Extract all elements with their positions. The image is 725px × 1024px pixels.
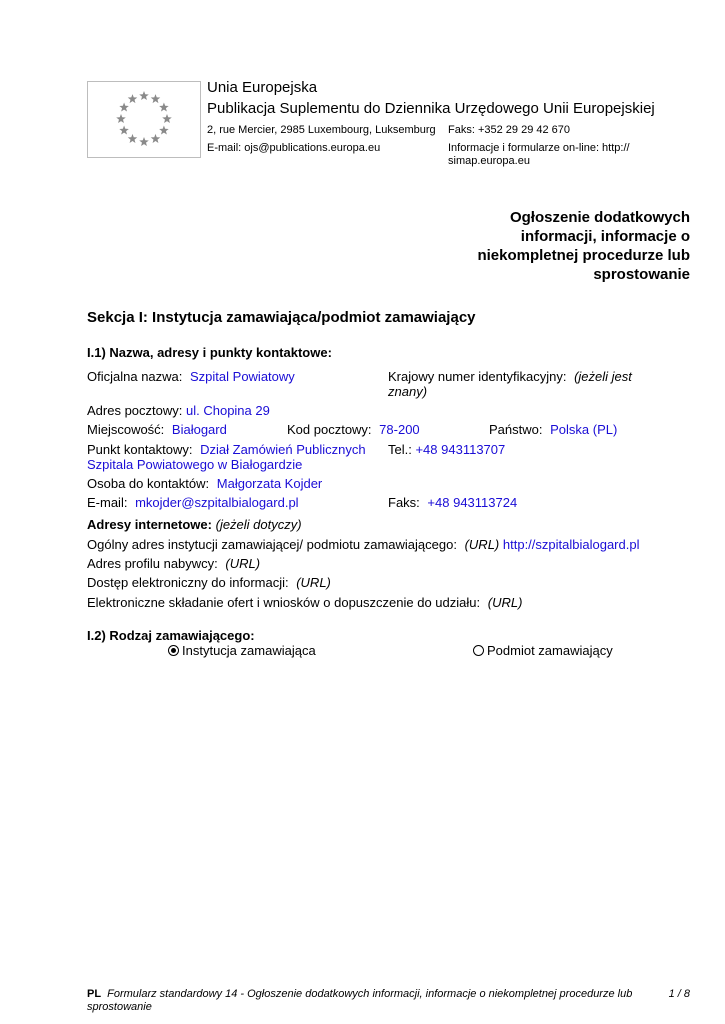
contact-point-value: Dział Zamówień Publicznych — [200, 442, 366, 457]
person-label: Osoba do kontaktów: — [87, 476, 210, 491]
national-id-note: (jeżeli jest — [574, 369, 632, 384]
star-icon — [162, 114, 172, 123]
option-contracting-authority-label: Instytucja zamawiająca — [182, 643, 316, 658]
internet-label: Adresy internetowe: — [87, 517, 212, 532]
buyer-profile-label: Adres profilu nabywcy: — [87, 556, 218, 571]
url-tag: (URL) — [487, 595, 523, 610]
radio-selected-icon[interactable] — [168, 645, 179, 656]
email-label: E-mail: — [87, 495, 128, 510]
city-label: Miejscowość: — [87, 422, 165, 437]
email-value[interactable]: mkojder@szpitalbialogard.pl — [135, 495, 299, 510]
phone-value: +48 943113707 — [415, 442, 506, 457]
electronic-submission-label: Elektroniczne składanie ofert i wniosków o dopuszczenie do udziału: — [87, 595, 481, 610]
contact-point-value-2: Szpitala Powiatowego w Białogardzie — [87, 457, 303, 472]
official-name-value: Szpital Powiatowy — [190, 369, 295, 384]
national-id-row — [388, 369, 632, 384]
footer-lang: PL — [87, 988, 102, 1000]
header-email: E-mail: ojs@publications.europa.eu — [207, 142, 381, 154]
star-icon — [116, 114, 126, 123]
electronic-access-label: Dostęp elektroniczny do informacji: — [87, 575, 289, 590]
person-value: Małgorzata Kojder — [216, 476, 323, 491]
electronic-submission-row — [87, 595, 522, 610]
url-tag: (URL) — [296, 575, 331, 590]
star-icon — [151, 94, 161, 103]
eu-flag-logo — [87, 81, 201, 158]
country-label: Państwo: — [489, 422, 543, 437]
star-icon — [128, 134, 138, 143]
star-icon — [119, 103, 129, 112]
header-info-line1: Informacje i formularze on-line: http:// — [448, 142, 630, 154]
phone-row — [388, 442, 505, 457]
document-title-line1: Ogłoszenie dodatkowych — [509, 209, 690, 226]
star-icon — [128, 94, 138, 103]
star-icon — [139, 91, 149, 100]
zip-value: 78-200 — [379, 422, 420, 437]
star-icon — [159, 126, 169, 135]
internet-row — [87, 517, 302, 532]
postal-label: Adres pocztowy: — [87, 403, 183, 418]
contact-point-label: Punkt kontaktowy: — [87, 442, 193, 457]
city-value: Białogard — [171, 422, 227, 437]
option-contracting-authority[interactable] — [168, 643, 316, 658]
star-icon — [151, 134, 161, 143]
general-address-row — [87, 537, 639, 552]
section-title: Sekcja I: Instytucja zamawiająca/podmiot zamawiający — [87, 309, 476, 326]
star-icon — [159, 103, 169, 112]
electronic-access-row — [87, 575, 331, 590]
official-name-label: Oficjalna nazwa: — [87, 369, 183, 384]
star-icon — [119, 126, 129, 135]
national-id-label: Krajowy numer identyfikacyjny: — [388, 369, 567, 384]
header-org: Unia Europejska — [207, 79, 318, 96]
header-info-line2: simap.europa.eu — [448, 155, 530, 167]
person-row — [87, 476, 322, 491]
radio-unselected-icon[interactable] — [473, 645, 484, 656]
document-title-line2: informacji, informacje o — [520, 228, 690, 245]
zip-label: Kod pocztowy: — [287, 422, 372, 437]
postal-row — [87, 403, 270, 418]
url-tag: (URL) — [225, 556, 261, 571]
postal-value: ul. Chopina 29 — [186, 403, 270, 418]
subsection-title-2: I.2) Rodzaj zamawiającego: — [87, 628, 255, 643]
internet-note: (jeżeli dotyczy) — [215, 517, 302, 532]
email-row — [87, 495, 299, 510]
page-number: 1 / 8 — [668, 988, 690, 1000]
phone-label: Tel.: — [388, 442, 412, 457]
url-tag: (URL) — [464, 537, 500, 552]
document-title — [430, 208, 690, 284]
general-address-label: Ogólny adres instytucji zamawiającej/ podmiotu zamawiającego: — [87, 537, 457, 552]
option-contracting-entity-label: Podmiot zamawiający — [487, 643, 613, 658]
footer — [87, 988, 647, 1014]
footer-text-2: sprostowanie — [87, 1001, 152, 1013]
country-row — [489, 422, 617, 437]
fax-label: Faks: — [388, 495, 420, 510]
star-icon — [139, 137, 149, 146]
document-title-line3: niekompletnej procedurze lub — [477, 247, 690, 264]
option-contracting-entity[interactable] — [473, 643, 613, 658]
footer-text: Formularz standardowy 14 - Ogłoszenie dodatkowych informacji, informacje o niekompletnej procedurze lub — [107, 988, 633, 1000]
header-fax: Faks: +352 29 29 42 670 — [448, 124, 571, 136]
buyer-profile-row — [87, 556, 260, 571]
fax-row — [388, 495, 517, 510]
eu-stars-icon — [88, 82, 200, 157]
header-publication: Publikacja Suplementu do Dziennika Urzędowego Unii Europejskiej — [207, 100, 655, 117]
city-row — [87, 422, 227, 437]
header-address: 2, rue Mercier, 2985 Luxembourg, Luksemburg — [207, 124, 436, 136]
subsection-title-1: I.1) Nazwa, adresy i punkty kontaktowe: — [87, 345, 332, 360]
contact-point-row — [87, 442, 366, 457]
country-value: Polska (PL) — [550, 422, 618, 437]
fax-value: +48 943113724 — [427, 495, 518, 510]
general-address-link[interactable]: http://szpitalbialogard.pl — [502, 537, 640, 552]
document-title-line4: sprostowanie — [593, 266, 690, 283]
zip-row — [287, 422, 420, 437]
official-name-row — [87, 369, 295, 384]
national-id-note-2: znany) — [388, 384, 428, 399]
